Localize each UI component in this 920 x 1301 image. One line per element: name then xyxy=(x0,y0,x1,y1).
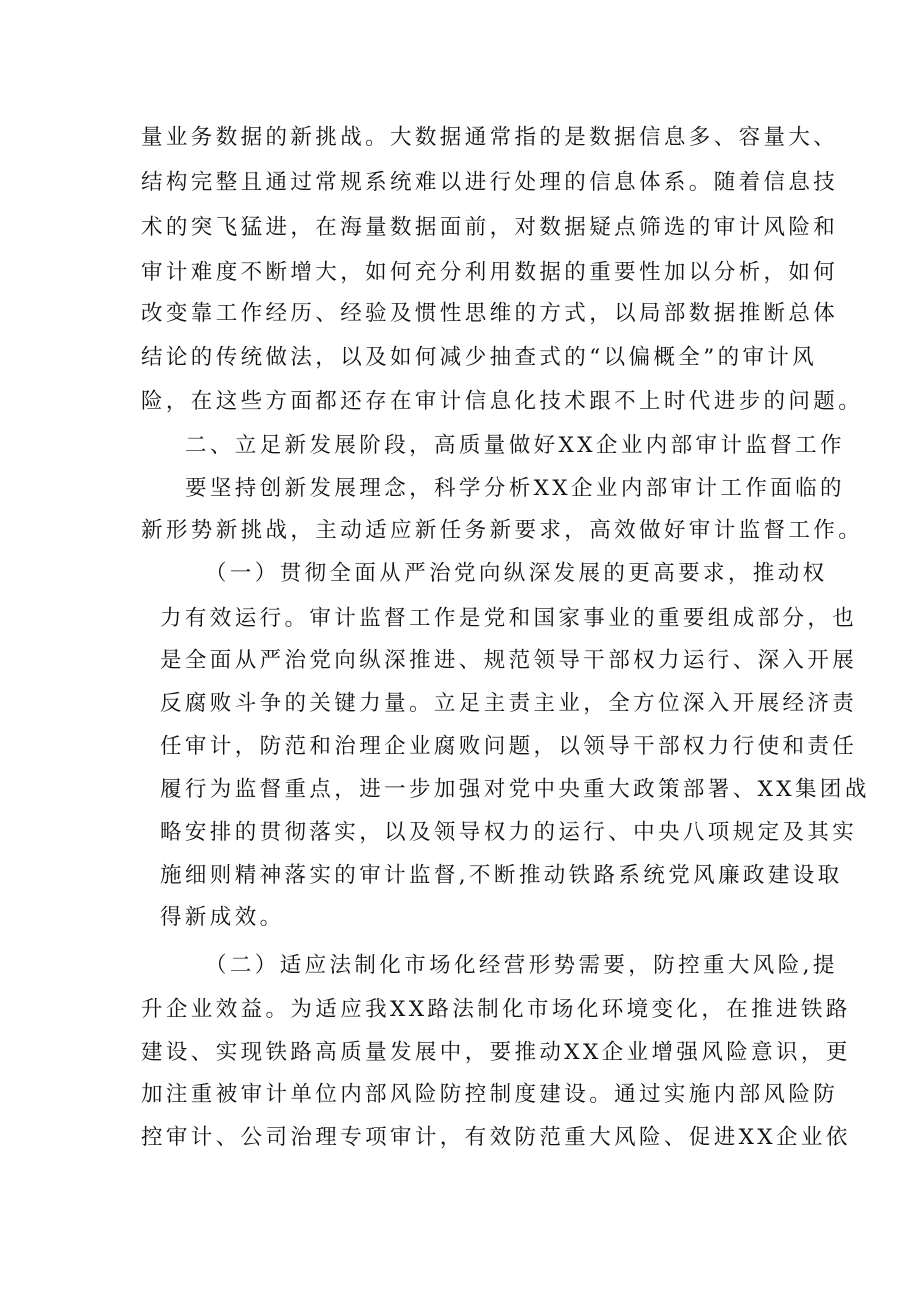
paragraph-line-19: 得新成效。 xyxy=(160,905,285,930)
paragraph-line-7: 险，在这些方面都还存在审计信息化技术跟不上时代进步的问题。 xyxy=(141,389,864,414)
subsection-line-1: （一）贯彻全面从严治党向纵深发展的更高要求，推动权 xyxy=(205,561,828,586)
paragraph-line-17: 略安排的贯彻落实，以及领导权力的运行、中央八项规定及其实 xyxy=(160,820,858,845)
paragraph-line-15: 任审计，防范和治理企业腐败问题，以领导干部权力行使和责任 xyxy=(160,734,858,759)
paragraph-line-13: 是全面从严治党向纵深推进、规范领导干部权力运行、深入开展 xyxy=(160,648,858,673)
paragraph-line-18: 施细则精神落实的审计监督,不断推动铁路系统党风廉政建设取 xyxy=(160,863,843,888)
section-heading: 二、立足新发展阶段，高质量做好XX企业内部审计监督工作 xyxy=(185,433,845,458)
paragraph-line-2: 结构完整且通过常规系统难以进行处理的信息体系。随着信息技 xyxy=(141,170,839,195)
paragraph-line-5: 改变靠工作经历、经验及惯性思维的方式，以局部数据推断总体 xyxy=(141,301,839,326)
paragraph-line-16: 履行为监督重点，进一步加强对党中央重大政策部署、XX集团战 xyxy=(160,777,870,802)
paragraph-line-9: 要坚持创新发展理念，科学分析XX企业内部审计工作面临的 xyxy=(185,476,845,501)
paragraph-line-22: 建设、实现铁路高质量发展中，要推动XX企业增强风险意识，更 xyxy=(141,1040,851,1065)
paragraph-line-21: 升企业效益。为适应我XX路法制化市场化环境变化，在推进铁路 xyxy=(141,997,851,1022)
paragraph-line-10: 新形势新挑战，主动适应新任务新要求，高效做好审计监督工作。 xyxy=(141,518,864,543)
paragraph-line-14: 反腐败斗争的关键力量。立足主责主业，全方位深入开展经济责 xyxy=(160,691,858,716)
paragraph-line-6: 结论的传统做法，以及如何减少抽查式的“以偏概全”的审计风 xyxy=(141,345,818,370)
paragraph-line-23: 加注重被审计单位内部风险防控制度建设。通过实施内部风险防 xyxy=(141,1082,839,1107)
paragraph-line-12: 力有效运行。审计监督工作是党和国家事业的重要组成部分，也 xyxy=(160,606,858,631)
paragraph-line-4: 审计难度不断增大，如何充分利用数据的重要性加以分析，如何 xyxy=(141,260,839,285)
paragraph-line-24: 控审计、公司治理专项审计，有效防范重大风险、促进XX企业依 xyxy=(141,1125,851,1150)
paragraph-line-3: 术的突飞猛进，在海量数据面前，对数据疑点筛选的审计风险和 xyxy=(141,215,839,240)
subsection-line-2: （二）适应法制化市场化经营形势需要，防控重大风险,提 xyxy=(205,953,838,978)
paragraph-line-1: 量业务数据的新挑战。大数据通常指的是数据信息多、容量大、 xyxy=(141,125,839,150)
